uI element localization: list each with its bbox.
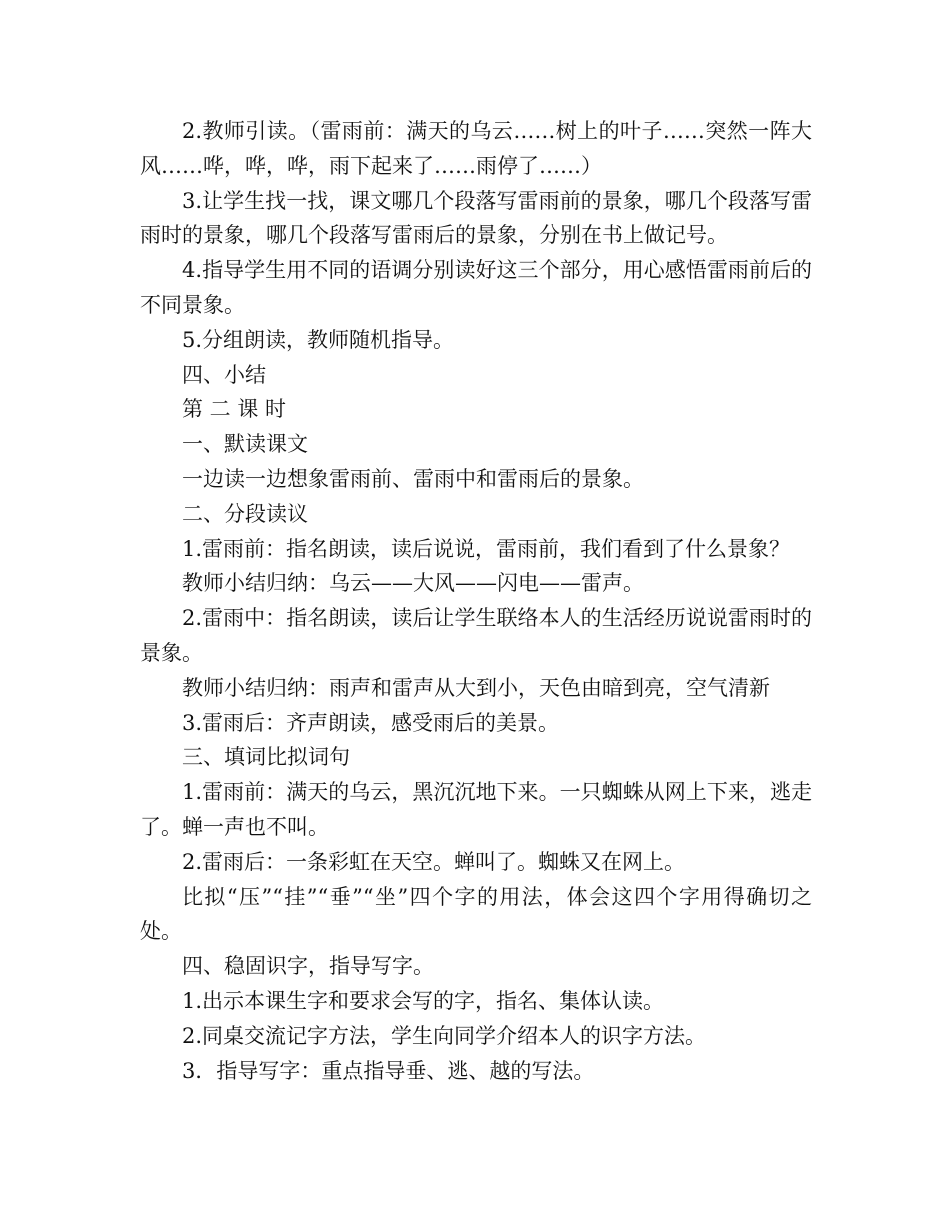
paragraph-summary-during: 教师小结归纳：雨声和雷声从大到小，天色由暗到亮，空气清新: [182, 675, 770, 700]
paragraph-fill-before: 1.雷雨前：满天的乌云，黑沉沉地下来。一只蜘蛛从网上下来，逃走了。蝉一声也不叫。: [140, 780, 812, 839]
paragraph-before-storm: 1.雷雨前：指名朗读，读后说说，雷雨前，我们看到了什么景象？: [182, 536, 791, 561]
paragraph-fill-after: 2.雷雨后：一条彩虹在天空。蝉叫了。蜘蛛又在网上。: [182, 849, 686, 874]
paragraph-teacher-guided-reading: 2.教师引读。（雷雨前：满天的乌云……树上的叶子……突然一阵大风……哗，哗，哗，雨下起来了……雨停了……）: [140, 119, 812, 178]
paragraph-deskmate-exchange: 2.同桌交流记字方法，学生向同学介绍本人的识字方法。: [182, 1023, 707, 1048]
heading-consolidate-writing: 四、稳固识字，指导写字。: [182, 954, 434, 979]
paragraph-read-with-tone: 4.指导学生用不同的语调分别读好这三个部分，用心感悟雷雨前后的不同景象。: [140, 258, 812, 317]
paragraph-imagine-scenes: 一边读一边想象雷雨前、雷雨中和雷雨后的景象。: [182, 466, 644, 491]
document-body: [140, 114, 812, 1088]
heading-section-reading: 二、分段读议: [182, 501, 308, 526]
heading-silent-reading: 一、默读课文: [182, 432, 308, 457]
paragraph-guide-writing: 3．指导写字：重点指导垂、逃、越的写法。: [182, 1058, 595, 1083]
paragraph-find-sections: 3.让学生找一找，课文哪几个段落写雷雨前的景象，哪几个段落写雷雨时的景象，哪几个段落写雷雨后的景象，分别在书上做记号。: [140, 188, 812, 248]
heading-summary: 四、小结: [182, 362, 266, 387]
paragraph-after-storm: 3.雷雨后：齐声朗读，感受雨后的美景。: [182, 710, 560, 735]
heading-second-lesson: 第 二 课 时: [182, 397, 287, 422]
paragraph-compare-words: 比拟“压”“挂”“垂”“坐”四个字的用法，体会这四个字用得确切之处。: [140, 884, 812, 944]
paragraph-summary-before: 教师小结归纳：乌云——大风——闪电——雷声。: [182, 571, 644, 596]
paragraph-during-storm: 2.雷雨中：指名朗读，读后让学生联络本人的生活经历说说雷雨时的景象。: [140, 606, 812, 665]
paragraph-group-reading: 5.分组朗读，教师随机指导。: [182, 327, 455, 352]
paragraph-show-characters: 1.出示本课生字和要求会写的字，指名、集体认读。: [182, 988, 665, 1013]
heading-fill-words: 三、填词比拟词句: [182, 745, 350, 770]
